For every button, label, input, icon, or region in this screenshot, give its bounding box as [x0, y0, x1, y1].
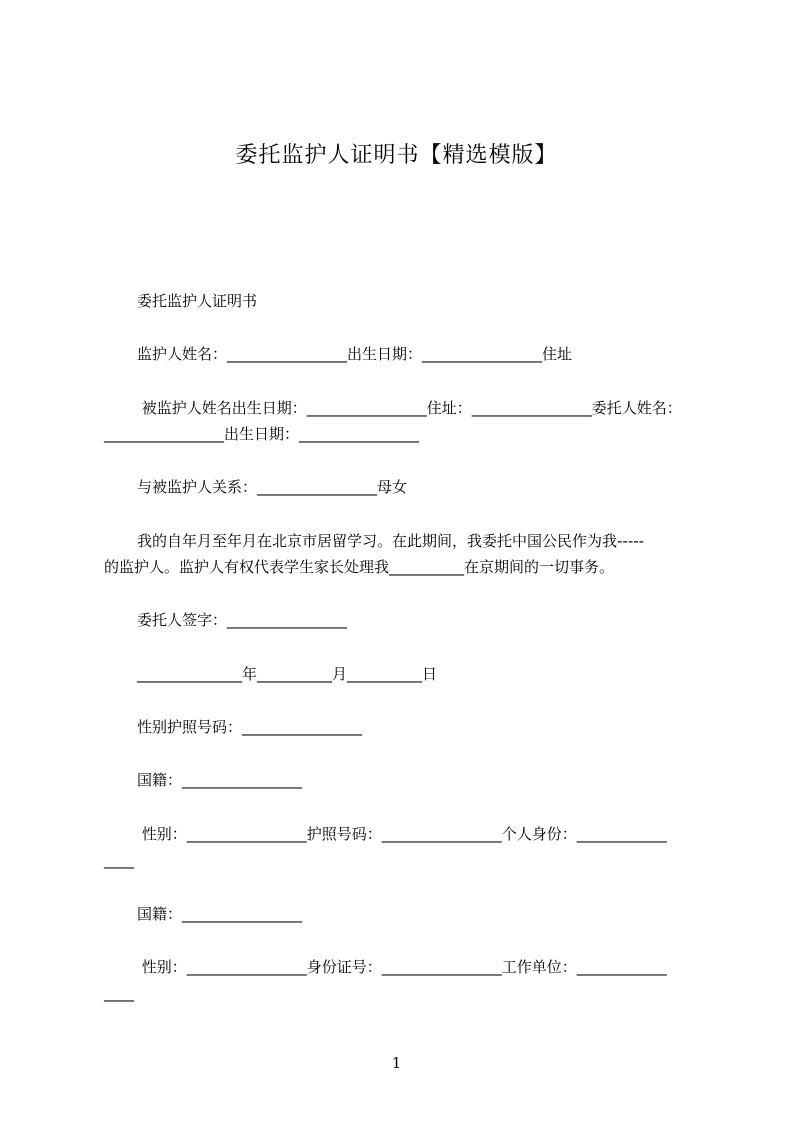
ward-name-line-continued: ________________出生日期：________________: [104, 425, 420, 443]
statement-line-continued: 的监护人。监护人有权代表学生家长处理我__________在京期间的一切事务。: [104, 558, 615, 576]
gender-passport-line: 性别护照号码：________________: [137, 718, 363, 736]
document-title: 委托监护人证明书【精选模版】: [235, 143, 558, 168]
guardian-name-line: 监护人姓名：________________出生日期：________________住址: [137, 345, 573, 363]
statement-line: 我的自年月至年月在北京市居留学习。在此期间，我委托中国公民作为我-----: [137, 532, 645, 550]
heading-line: 委托监护人证明书: [137, 292, 258, 310]
page-number: 1: [391, 1054, 402, 1072]
gender-passport-id-line-continued: ____: [104, 851, 134, 869]
gender-id-work-line-continued: ____: [104, 984, 134, 1002]
date-line: ______________年__________月__________日: [137, 665, 438, 683]
signature-line: 委托人签字：________________: [137, 611, 348, 629]
nationality-line: 国籍：________________: [137, 771, 303, 789]
gender-passport-id-line: 性别：________________护照号码：________________个人身份：____________: [137, 825, 667, 843]
nationality-line-2: 国籍：________________: [137, 905, 303, 923]
ward-name-line: 被监护人姓名出生日期：________________住址：________________委托人姓名：: [137, 399, 682, 417]
relationship-line: 与被监护人关系：________________母女: [137, 478, 408, 496]
gender-id-work-line: 性别：________________身份证号：________________工作单位：____________: [137, 958, 667, 976]
